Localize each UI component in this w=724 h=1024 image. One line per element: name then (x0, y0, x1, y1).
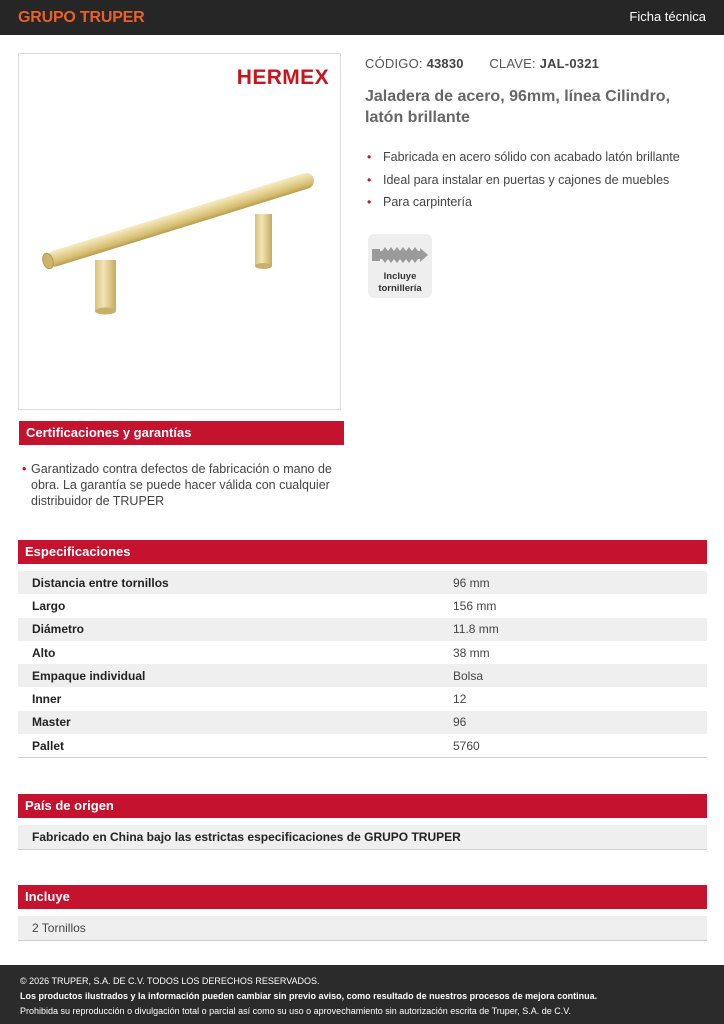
screw-icon (368, 234, 432, 270)
certifications-header: Certificaciones y garantías (19, 421, 344, 445)
spec-label: Alto (32, 645, 56, 660)
product-image-box (18, 53, 341, 410)
spec-label: Pallet (32, 738, 65, 753)
spec-row (18, 618, 707, 641)
spec-value: 5760 (453, 738, 480, 753)
feature-item: • Ideal para instalar en puertas y cajones de muebles (367, 169, 680, 192)
spec-label: Inner (32, 692, 62, 707)
badge-line1: Incluye (383, 271, 417, 282)
includes-hardware-badge (368, 234, 432, 298)
spec-row (18, 664, 707, 687)
spec-row (18, 571, 707, 594)
doc-type-label: Ficha técnica (629, 9, 706, 24)
spec-row (18, 734, 707, 757)
spec-value: 96 (453, 715, 467, 730)
badge-line2: tornillería (378, 283, 422, 294)
spec-value: 96 mm (453, 575, 490, 590)
specifications-header: Especificaciones (18, 540, 707, 564)
spec-label: Empaque individual (32, 668, 146, 683)
key-value: JAL-0321 (539, 56, 600, 71)
spec-row (18, 641, 707, 664)
brand-logo-truper: GRUPO TRUPER (18, 9, 145, 26)
spec-label: Diámetro (32, 622, 85, 637)
feature-item: • Para carpintería (367, 191, 680, 214)
footer-legal: Prohibida su reproducción o divulgación total o parcial así como su uso o aprovechamiento sin autorización escrita de Truper, S.A. de C.V. (20, 1006, 571, 1016)
key-label: CLAVE: (489, 56, 536, 71)
spec-row (18, 711, 707, 734)
code-value: 43830 (426, 56, 464, 71)
includes-text: 2 Tornillos (18, 916, 707, 941)
spec-label: Master (32, 715, 71, 730)
spec-value: 156 mm (453, 598, 497, 613)
feature-item: • Fabricada en acero sólido con acabado latón brillante (367, 146, 680, 169)
product-codes (365, 56, 599, 71)
origin-header: País de origen (18, 794, 707, 818)
hermex-logo: HERMEX (236, 66, 329, 89)
footer-notice: Los productos ilustrados y la información pueden cambiar sin previo aviso, como resultado de nuestros procesos de mejora continua. (20, 991, 598, 1001)
badge-text (368, 271, 432, 295)
spec-label: Distancia entre tornillos (32, 575, 169, 590)
spec-value: 11.8 mm (453, 622, 499, 637)
guarantee-text: • Garantizado contra defectos de fabricación o mano de obra. La garantía se puede hacer válida con cualquier distribuidor de TRUPER (22, 461, 342, 509)
spec-value: 12 (453, 692, 467, 707)
spec-row (18, 594, 707, 617)
includes-header: Incluye (18, 885, 707, 909)
footer-copyright: © 2026 TRUPER, S.A. DE C.V. TODOS LOS DERECHOS RESERVADOS. (20, 976, 320, 986)
code-label: CÓDIGO: (365, 56, 423, 71)
origin-text: Fabricado en China bajo las estrictas especificaciones de GRUPO TRUPER (18, 825, 707, 850)
product-title: Jaladera de acero, 96mm, línea Cilindro, latón brillante (365, 88, 671, 126)
feature-list (367, 146, 680, 214)
specifications-table (18, 571, 707, 758)
product-image (19, 54, 342, 411)
spec-value: 38 mm (453, 645, 490, 660)
spec-row (18, 687, 707, 710)
header-bar (0, 0, 724, 35)
spec-value: Bolsa (453, 668, 484, 683)
spec-label: Largo (32, 598, 66, 613)
footer (0, 965, 724, 1024)
